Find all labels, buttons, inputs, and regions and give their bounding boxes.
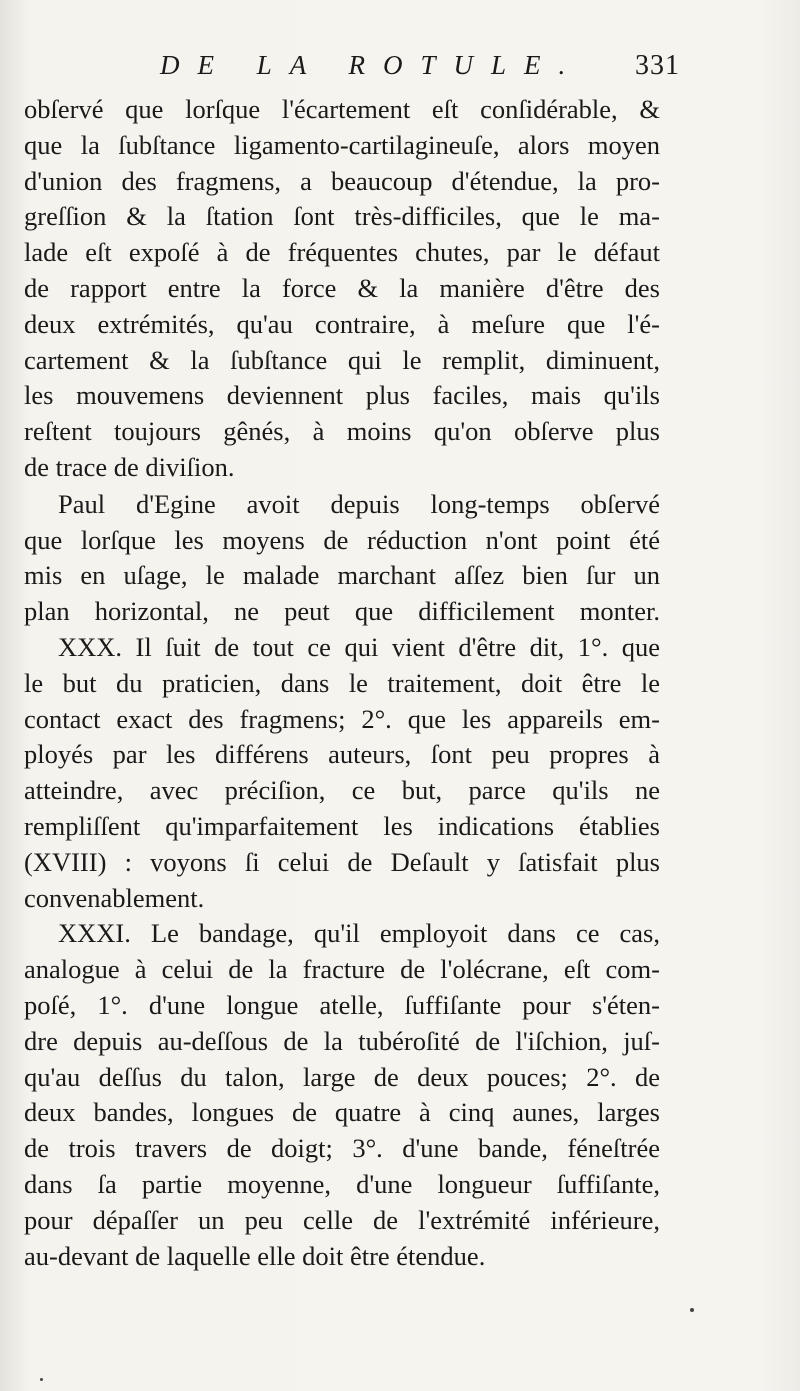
ink-speck xyxy=(40,1378,43,1381)
paragraph-first-line: XXX. Il ſuit de tout ce qui vient d'être dit, 1°. que xyxy=(58,631,660,662)
text-line: d'union des fragmens, a beaucoup d'étendue, la pro- xyxy=(24,165,660,196)
text-line: obſervé que lorſque l'écartement eſt conſidérable, & xyxy=(24,94,660,124)
paragraph-first-line: Paul d'Egine avoit depuis long-temps obſervé xyxy=(58,488,660,519)
text-line: reſtent toujours gênés, à moins qu'on obſerve plus xyxy=(24,416,660,447)
text-line: de rapport entre la force & la manière d'être des xyxy=(24,272,660,303)
ink-speck xyxy=(690,1308,694,1312)
text-line: analogue à celui de la fracture de l'olécrane, eſt com- xyxy=(24,954,660,985)
text-line: poſé, 1°. d'une longue atelle, ſuffiſante pour s'éten- xyxy=(24,989,660,1020)
text-line: mis en uſage, le malade marchant aſſez bien ſur un xyxy=(24,560,660,591)
text-line: lade eſt expoſé à de fréquentes chutes, par le défaut xyxy=(24,237,660,268)
text-line: atteindre, avec préciſion, ce but, parce qu'ils ne xyxy=(24,775,660,806)
running-head: DE LA ROTULE. xyxy=(160,50,584,80)
text-line: les mouvemens deviennent plus faciles, mais qu'ils xyxy=(24,380,660,411)
text-line: rempliſſent qu'imparfaitement les indications établies xyxy=(24,810,660,841)
text-line: deux extrémités, qu'au contraire, à meſure que l'é- xyxy=(24,308,660,339)
text-line: qu'au deſſus du talon, large de deux pouces; 2°. de xyxy=(24,1061,660,1092)
text-line: plan horizontal, ne peut que difficilement monter. xyxy=(24,596,660,627)
text-line: contact exact des fragmens; 2°. que les appareils em- xyxy=(24,703,660,734)
text-line: de trois travers de doigt; 3°. d'une bande, féneſtrée xyxy=(24,1133,660,1164)
text-line: que la ſubſtance ligamento-cartilagineuſe, alors moyen xyxy=(24,129,660,160)
paragraph-first-line: XXXI. Le bandage, qu'il employoit dans ce cas, xyxy=(58,918,660,949)
text-line: pour dépaſſer un peu celle de l'extrémité inférieure, xyxy=(24,1204,660,1235)
page-header xyxy=(24,50,680,90)
text-line: le but du praticien, dans le traitement, doit être le xyxy=(24,667,660,698)
text-line: greſſion & la ſtation ſont très-difficiles, que le ma- xyxy=(24,201,660,232)
text-line: de trace de diviſion. xyxy=(24,451,235,482)
text-line: (XVIII) : voyons ſi celui de Deſault y ſatisfait plus xyxy=(24,846,660,877)
text-line: ployés par les différens auteurs, ſont peu propres à xyxy=(24,739,660,770)
text-line: cartement & la ſubſtance qui le remplit, diminuent, xyxy=(24,344,660,375)
text-line: que lorſque les moyens de réduction n'ont point été xyxy=(24,524,660,555)
text-line: dre depuis au-deſſous de la tubéroſité de l'iſchion, juſ- xyxy=(24,1025,660,1056)
body-text xyxy=(24,92,660,1274)
text-line: dans ſa partie moyenne, d'une longueur ſuffiſante, xyxy=(24,1168,660,1199)
text-line: au-devant de laquelle elle doit être étendue. xyxy=(24,1240,486,1271)
text-line: deux bandes, longues de quatre à cinq aunes, larges xyxy=(24,1097,660,1128)
page-number: 331 xyxy=(635,50,680,81)
text-line: convenablement. xyxy=(24,882,205,913)
